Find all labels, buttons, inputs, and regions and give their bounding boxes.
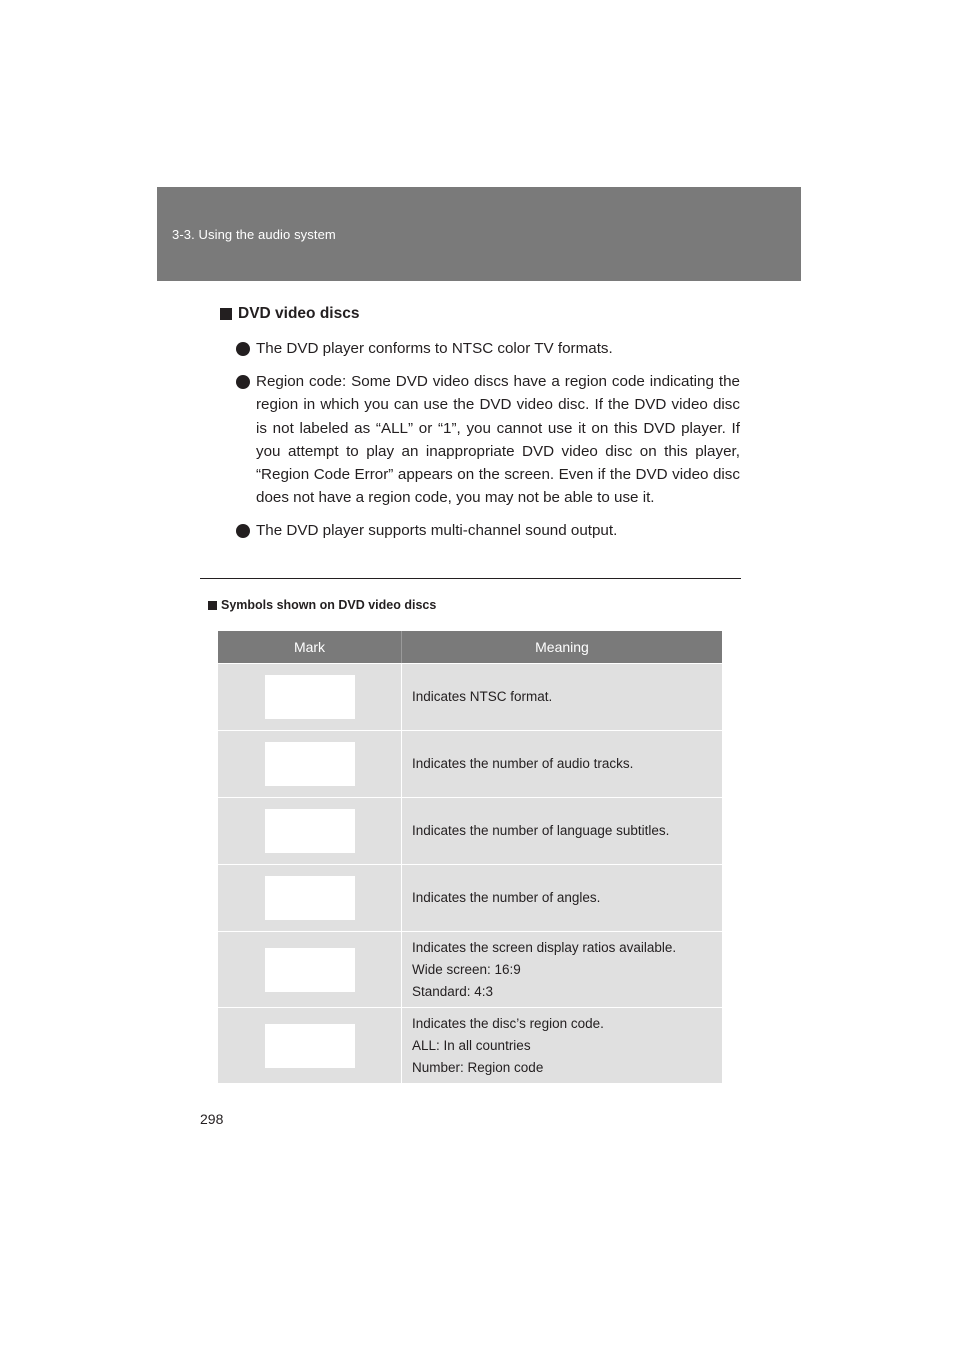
- meaning-line: Wide screen: 16:9: [412, 961, 521, 977]
- angles-mark-image: [265, 876, 355, 920]
- table-row: [218, 864, 722, 931]
- meaning-line: Indicates the number of angles.: [412, 890, 601, 905]
- screen-ratio-mark-image: [265, 948, 355, 992]
- mark-cell: [218, 865, 402, 931]
- meaning-line: Indicates the disc’s region code.: [412, 1015, 604, 1031]
- meaning-cell: [402, 865, 722, 931]
- bullet-text: Region code: Some DVD video discs have a region code indicating the region in which you can use the DVD video disc. If the DVD video disc is not labeled as “ALL” or “1”, you cannot use it on this DVD player. If you attempt to play an inappropriate DVD video disc on this player, “Region Code Error” appears on the screen. Even if the DVD video disc does not have a region code, you may not be able to use it.: [256, 373, 740, 507]
- meaning-cell: [402, 664, 722, 730]
- mark-cell: [218, 664, 402, 730]
- bullet-item: [220, 337, 740, 360]
- meaning-line: ALL: In all countries: [412, 1037, 531, 1053]
- table-header-row: [218, 631, 722, 663]
- meaning-cell: [402, 731, 722, 797]
- meaning-cell: [402, 1008, 722, 1083]
- meaning-line: Number: Region code: [412, 1059, 544, 1075]
- meaning-cell: [402, 798, 722, 864]
- table-row: [218, 797, 722, 864]
- ntsc-mark-image: [265, 675, 355, 719]
- table-heading: [208, 598, 436, 612]
- subtitles-mark-image: [265, 809, 355, 853]
- round-bullet-icon: [236, 375, 250, 389]
- meaning-line: Indicates NTSC format.: [412, 689, 553, 704]
- table-row: [218, 663, 722, 730]
- dvd-section: [220, 305, 740, 553]
- meaning-line: Indicates the number of audio tracks.: [412, 756, 634, 771]
- meaning-line: Standard: 4:3: [412, 983, 494, 999]
- header-title: 3-3. Using the audio system: [172, 227, 336, 242]
- column-header-mark: Mark: [218, 631, 402, 663]
- bullet-item: [220, 370, 740, 509]
- audio-tracks-mark-image: [265, 742, 355, 786]
- mark-cell: [218, 798, 402, 864]
- bullet-text: The DVD player supports multi-channel sound output.: [256, 522, 618, 540]
- table-heading-text: Symbols shown on DVD video discs: [221, 598, 437, 612]
- mark-cell: [218, 932, 402, 1007]
- bullet-item: [220, 519, 740, 542]
- divider: [200, 578, 741, 579]
- bullet-text: The DVD player conforms to NTSC color TV formats.: [256, 340, 613, 357]
- square-bullet-icon: [208, 601, 217, 610]
- meaning-cell: [402, 932, 722, 1007]
- round-bullet-icon: [236, 524, 250, 538]
- header-bar: [157, 187, 801, 281]
- mark-cell: [218, 731, 402, 797]
- symbols-table: [218, 631, 722, 1083]
- section-heading: [220, 305, 740, 323]
- meaning-line: Indicates the screen display ratios available.: [412, 939, 677, 955]
- table-row: [218, 730, 722, 797]
- section-heading-text: DVD video discs: [238, 305, 360, 322]
- table-row: [218, 1007, 722, 1083]
- mark-cell: [218, 1008, 402, 1083]
- table-row: [218, 931, 722, 1007]
- region-code-mark-image: [265, 1024, 355, 1068]
- square-bullet-icon: [220, 308, 232, 320]
- meaning-line: Indicates the number of language subtitles.: [412, 823, 670, 838]
- page-number: 298: [200, 1111, 224, 1127]
- column-header-meaning: Meaning: [535, 639, 589, 655]
- round-bullet-icon: [236, 342, 250, 356]
